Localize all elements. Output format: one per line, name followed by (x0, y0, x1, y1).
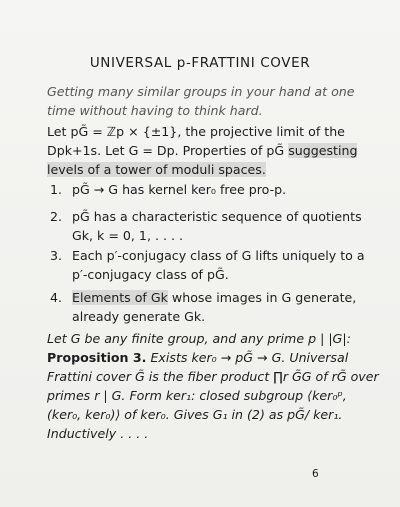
prop-text: Exists ker₀ → pG̃ → G. Universal Frattini cover G̃ is the fiber product ∏r G̃G of rG̃ over primes r | G. Form ker₁: closed subgroup ⟨ker₀ᵖ, (ker₀, ker₀)⟩ of ker₀. Gives G₁ in (2) as pG̃/ ker₁. Inductively . . . . (47, 350, 379, 441)
intro-text: Let pG̃ = ℤp × {±1}, the projective limit of the Dpk+1s. Let G = Dp. Properties of pG̃ (47, 124, 345, 158)
intro-highlight: suggesting levels of a tower of moduli spaces. (47, 143, 358, 177)
item-text: pG̃ has a characteristic sequence of quotients Gk, k = 0, 1, . . . . (72, 209, 362, 243)
item-number: 3. (50, 248, 63, 263)
list-item (50, 246, 380, 284)
item-text: Each p′-conjugacy class of G lifts uniquely to a p′-conjugacy class of pG̃. (72, 248, 365, 282)
list-item (50, 288, 380, 326)
prop-intro: Let G be any finite group, and any prime p | |G|: (47, 331, 351, 346)
item-text-rest: whose images in G generate, already generate Gk. (72, 290, 357, 324)
page-number: 6 (312, 468, 319, 480)
list-item (50, 207, 380, 245)
item-text (72, 288, 380, 326)
lead-text: Getting many similar groups in your hand at one time without having to think hard. (47, 84, 355, 118)
list-item (50, 180, 380, 199)
slide-title: UNIVERSAL p-FRATTINI COVER (89, 55, 311, 71)
proposition-block (47, 329, 382, 443)
intro-paragraph (47, 122, 382, 179)
prop-label: Proposition 3. (47, 350, 147, 365)
item-number: 2. (50, 209, 63, 224)
item-number: 1. (50, 182, 63, 197)
item-number: 4. (50, 290, 63, 305)
item-highlight: Elements of Gk (72, 290, 168, 305)
item-text: pG̃ → G has kernel ker₀ free pro-p. (72, 182, 287, 197)
